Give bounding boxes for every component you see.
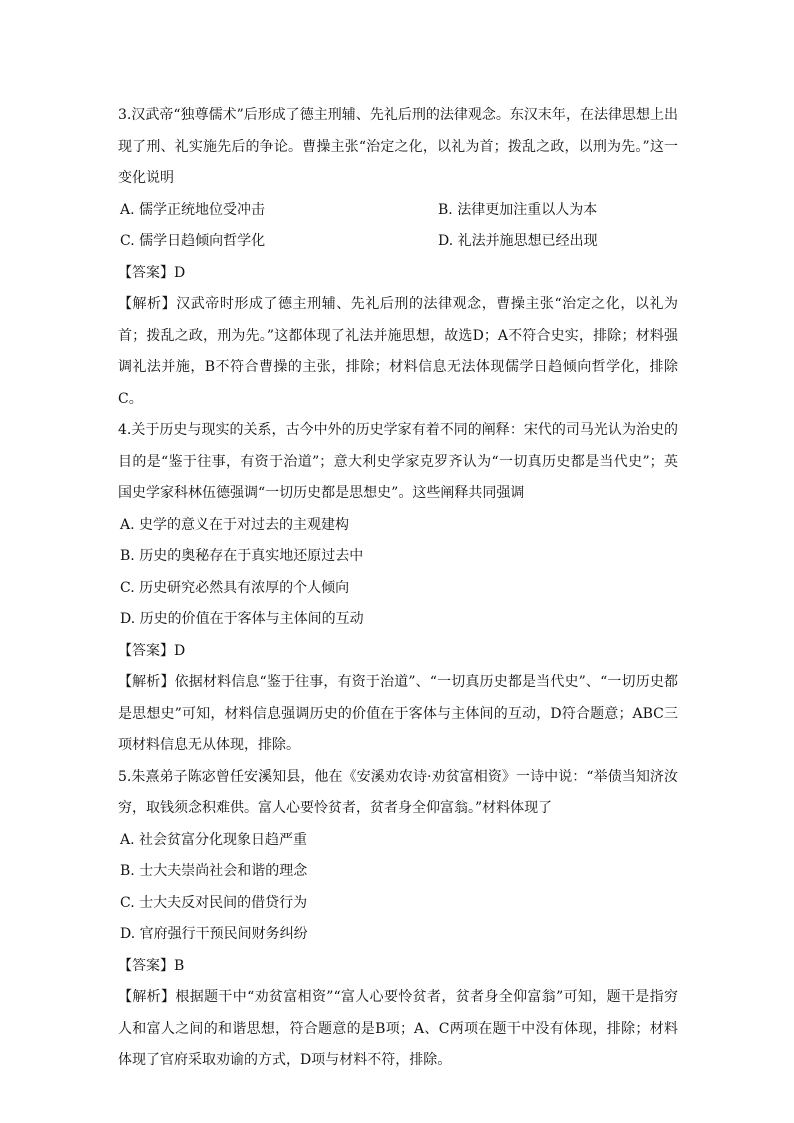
question-5-answer <box>118 951 678 983</box>
question-5-option-c: C. 士大夫反对民间的借贷行为 <box>120 894 308 911</box>
answer-value: D <box>174 642 186 659</box>
question-3-answer <box>118 258 678 290</box>
analysis-text: 根据题干中“劝贫富相资”“富人心要怜贫者，贫者身全仰富翁”可知，题干是指穷人和富人之间的和谐思想，符合题意的是B项；A、C两项在题干中没有体现，排除；材料体现了官府采取劝谕的方式，D项与材料不符，排除。 <box>118 989 678 1068</box>
question-3-options-row-1 <box>118 195 678 227</box>
question-3-stem: 3.汉武帝“独尊儒术”后形成了德主刑辅、先礼后刑的法律观念。东汉末年，在法律思想上出现了刑、礼实施先后的争论。曹操主张“治定之化，以礼为首；拨乱之政，以刑为先。”这一变化说明 <box>118 107 678 186</box>
question-3-option-d: D. 礼法并施思想已经出现 <box>438 233 598 249</box>
answer-tag: 【答案】 <box>118 264 174 281</box>
answer-value: B <box>174 957 185 974</box>
answer-tag: 【答案】 <box>118 642 174 659</box>
analysis-tag: 【解析】 <box>118 674 175 690</box>
question-4-option-c: C. 历史研究必然具有浓厚的个人倾向 <box>120 579 350 596</box>
analysis-tag: 【解析】 <box>118 989 176 1005</box>
question-4-answer <box>118 636 678 668</box>
question-4-option-b: B. 历史的奥秘存在于真实地还原过去中 <box>120 548 364 564</box>
question-5-analysis <box>118 982 678 1077</box>
answer-tag: 【答案】 <box>118 957 174 974</box>
analysis-text: 汉武帝时形成了德主刑辅、先礼后刑的法律观念，曹操主张“治定之化，以礼为首；拨乱之政，刑为先。”这都体现了礼法并施思想，故选D；A不符合史实，排除；材料强调礼法并施，B不符合曹操的主张，排除；材料信息无法体现儒学日趋倾向哲学化，排除C。 <box>118 296 679 407</box>
document-content <box>118 100 678 1077</box>
answer-value: D <box>174 264 186 281</box>
question-5-option-d: D. 官府强行干预民间财务纠纷 <box>120 926 308 942</box>
question-5-option-b: B. 士大夫崇尚社会和谐的理念 <box>120 863 308 879</box>
question-4-option-a: A. 史学的意义在于对过去的主观建构 <box>120 516 350 533</box>
question-3-option-b: B. 法律更加注重以人为本 <box>438 201 598 218</box>
question-3-option-a: A. 儒学正统地位受冲击 <box>120 201 266 218</box>
question-5-option-a: A. 社会贫富分化现象日趋严重 <box>120 831 308 848</box>
question-5-stem: 5.朱熹弟子陈宓曾任安溪知县，他在《安溪劝农诗·劝贫富相资》一诗中说：“举债当知济汝穷，取钱须念积难供。富人心要怜贫者，贫者身全仰富翁。”材料体现了 <box>118 768 678 816</box>
question-3-option-c: C. 儒学日趋倾向哲学化 <box>120 233 266 249</box>
question-3-analysis <box>118 289 678 415</box>
analysis-tag: 【解析】 <box>118 296 177 312</box>
analysis-text: 依据材料信息“鉴于往事，有资于治道”、“一切真历史都是当代史”、“一切历史都是思想史”可知，材料信息强调历史的价值在于客体与主体间的互动，D符合题意；ABC三项材料信息无从体现，排除。 <box>118 674 678 753</box>
question-4-option-d: D. 历史的价值在于客体与主体间的互动 <box>120 611 364 627</box>
question-3-options-row-2 <box>118 226 678 258</box>
question-4-stem: 4.关于历史与现实的关系，古今中外的历史学家有着不同的阐释：宋代的司马光认为治史的目的是“鉴于往事，有资于治道”；意大利史学家克罗齐认为“一切真历史都是当代史”；英国史学家科林伍德强调“一切历史都是思想史”。这些阐释共同强调 <box>118 422 678 501</box>
question-4-analysis <box>118 667 678 762</box>
